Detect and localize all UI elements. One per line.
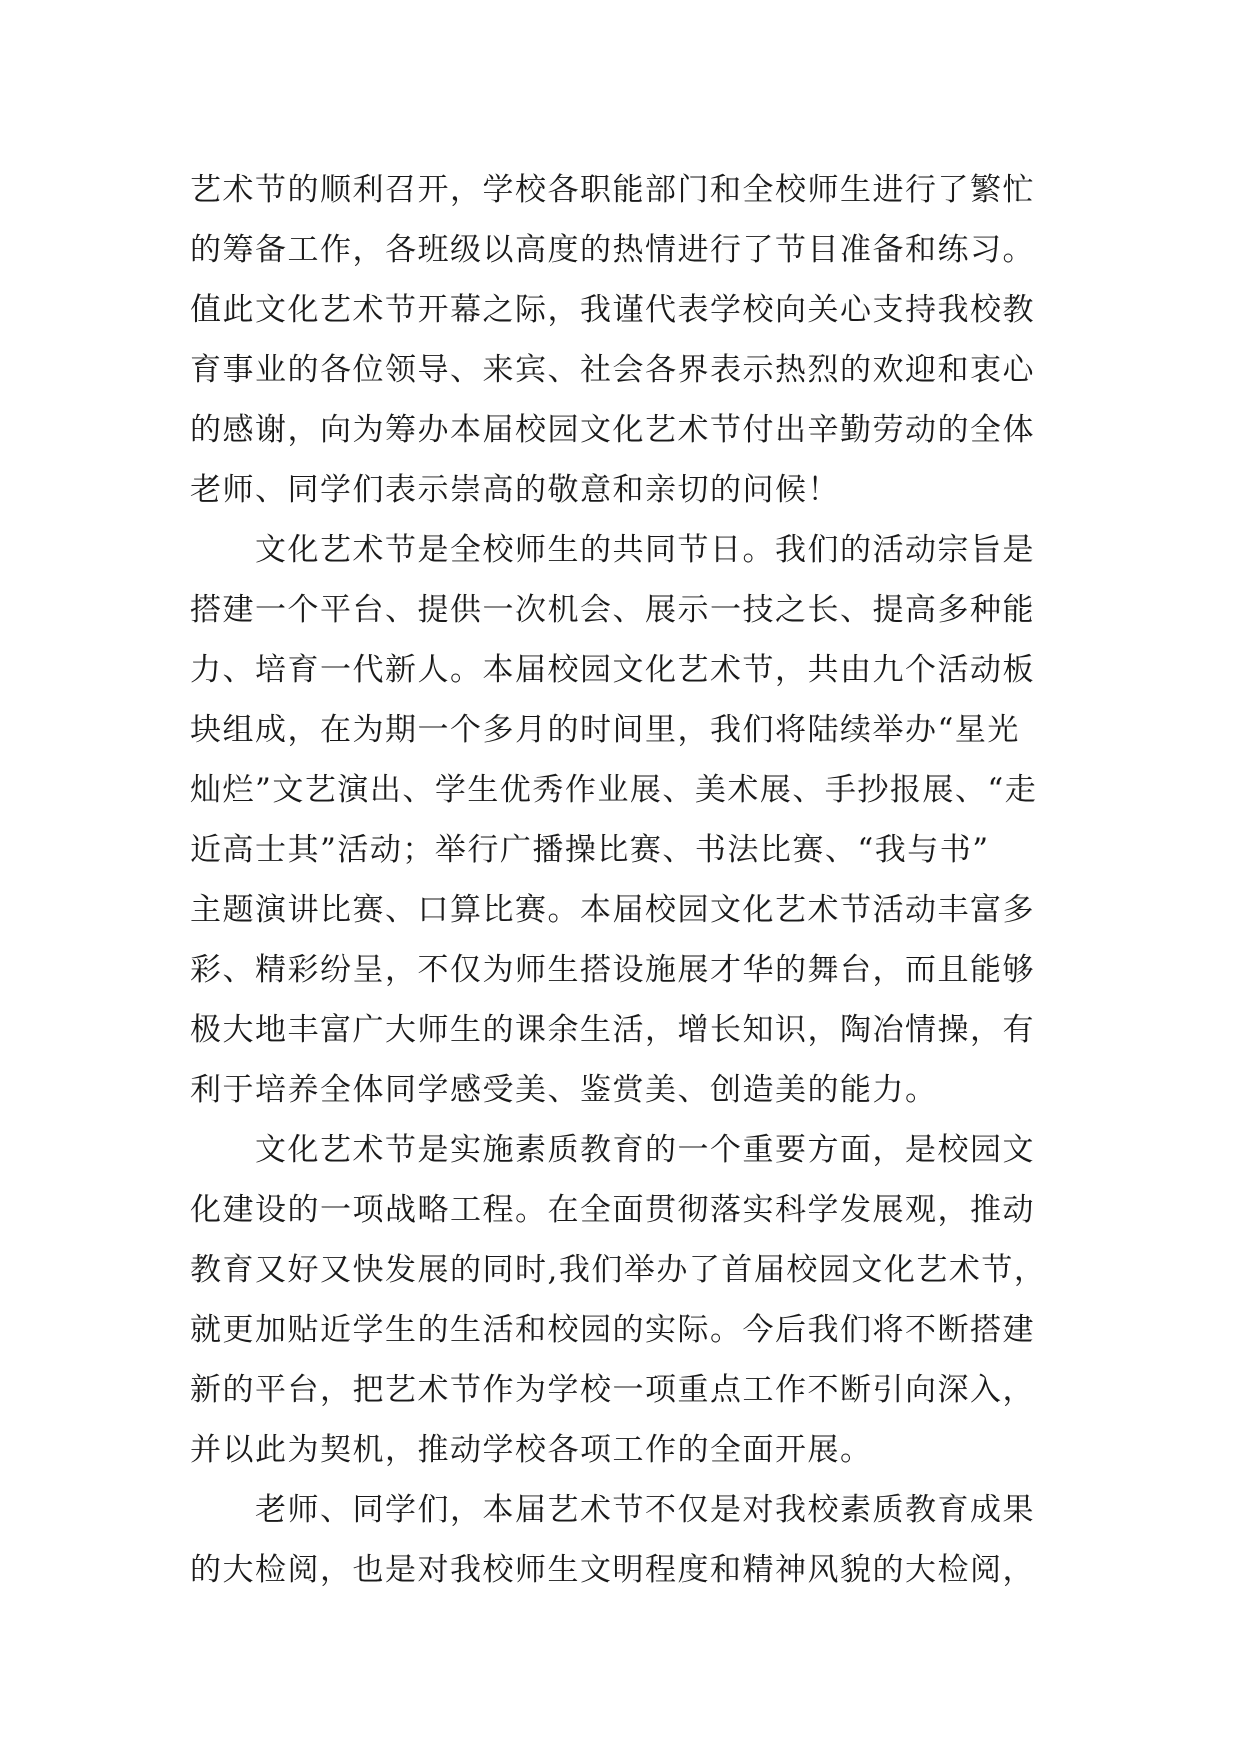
text-line: 值此文化艺术节开幕之际，我谨代表学校向关心支持我校教 [190, 292, 1035, 328]
text-line: 的感谢，向为筹办本届校园文化艺术节付出辛勤劳动的全体 [190, 412, 1035, 448]
text-line: 文化艺术节是全校师生的共同节日。我们的活动宗旨是 [190, 532, 1035, 568]
text-line: 化建设的一项战略工程。在全面贯彻落实科学发展观，推动 [190, 1192, 1035, 1228]
text-line: 新的平台，把艺术节作为学校一项重点工作不断引向深入， [190, 1372, 1035, 1408]
text-line: 老师、同学们表示崇高的敬意和亲切的问候！ [190, 472, 840, 508]
text-line: 的筹备工作，各班级以高度的热情进行了节目准备和练习。 [190, 232, 1035, 268]
text-line: 并以此为契机，推动学校各项工作的全面开展。 [190, 1432, 873, 1468]
text-line: 彩、精彩纷呈，不仅为师生搭设施展才华的舞台，而且能够 [190, 952, 1035, 988]
text-line: 教育又好又快发展的同时,我们举办了首届校园文化艺术节， [190, 1252, 1047, 1288]
text-line: 文化艺术节是实施素质教育的一个重要方面，是校园文 [190, 1132, 1035, 1168]
text-line: 搭建一个平台、提供一次机会、展示一技之长、提高多种能 [190, 592, 1035, 628]
text-line: 块组成，在为期一个多月的时间里，我们将陆续举办“星光 [190, 712, 1020, 748]
text-line: 力、培育一代新人。本届校园文化艺术节，共由九个活动板 [190, 652, 1035, 688]
text-line: 极大地丰富广大师生的课余生活，增长知识，陶冶情操，有 [190, 1012, 1035, 1048]
text-line: 育事业的各位领导、来宾、社会各界表示热烈的欢迎和衷心 [190, 352, 1035, 388]
text-line: 就更加贴近学生的生活和校园的实际。今后我们将不断搭建 [190, 1312, 1035, 1348]
text-line: 利于培养全体同学感受美、鉴赏美、创造美的能力。 [190, 1072, 938, 1108]
text-line: 老师、同学们，本届艺术节不仅是对我校素质教育成果 [190, 1492, 1035, 1528]
text-line: 近高士其”活动；举行广播操比赛、书法比赛、“我与书” [190, 832, 990, 868]
text-line: 主题演讲比赛、口算比赛。本届校园文化艺术节活动丰富多 [190, 892, 1035, 928]
text-line: 灿烂”文艺演出、学生优秀作业展、美术展、手抄报展、“走 [190, 772, 1038, 808]
text-line: 艺术节的顺利召开，学校各职能部门和全校师生进行了繁忙 [190, 172, 1035, 208]
text-line: 的大检阅，也是对我校师生文明程度和精神风貌的大检阅， [190, 1552, 1035, 1588]
document-body [190, 160, 1050, 1600]
